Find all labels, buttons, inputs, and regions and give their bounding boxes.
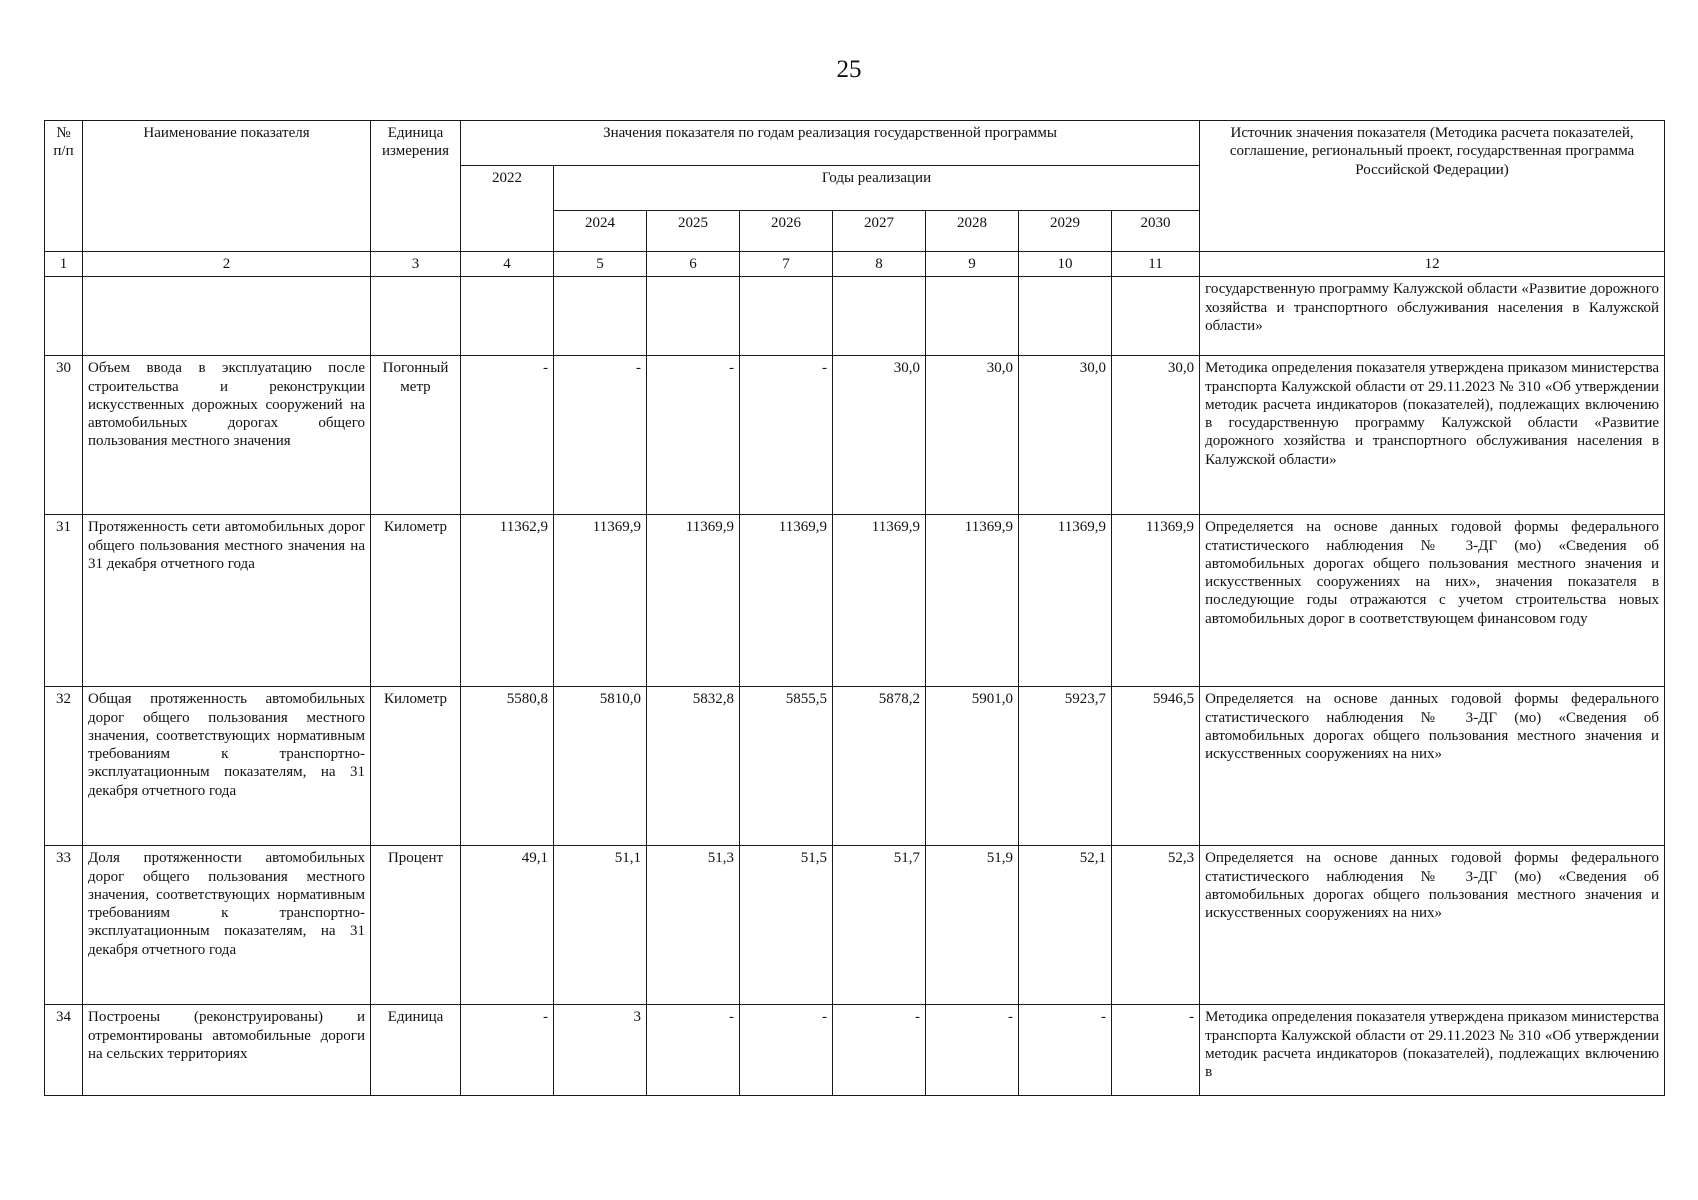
value-2025: -	[647, 1005, 740, 1096]
value-2025: 51,3	[647, 846, 740, 1005]
table-header	[45, 121, 1665, 252]
table-row	[45, 687, 1665, 846]
column-number: 7	[740, 252, 833, 277]
value-2022: -	[461, 356, 554, 515]
unit: Процент	[371, 846, 461, 1005]
value-2022: 11362,9	[461, 515, 554, 687]
value-2028: -	[926, 1005, 1019, 1096]
header-source: Источник значения показателя (Методика расчета показателей, соглашение, региональный проект, государственная программа Российской Федерации)	[1200, 121, 1665, 252]
indicator-name: Построены (реконструированы) и отремонтированы автомобильные дороги на сельских территориях	[83, 1005, 371, 1096]
value-2029: 52,1	[1019, 846, 1112, 1005]
unit: Единица	[371, 1005, 461, 1096]
column-number: 4	[461, 252, 554, 277]
indicator-source: Определяется на основе данных годовой формы федерального статистического наблюдения № 3-ДГ (мо) «Сведения об автомобильных дорогах общего пользования местного значения и искусственных сооружениях на них»	[1200, 846, 1665, 1005]
header-year-2025: 2025	[647, 211, 740, 252]
column-number: 9	[926, 252, 1019, 277]
unit: Километр	[371, 515, 461, 687]
value-2022: -	[461, 1005, 554, 1096]
column-number-row	[45, 252, 1665, 277]
header-year-2026: 2026	[740, 211, 833, 252]
empty-cell	[1019, 277, 1112, 356]
indicator-name: Протяженность сети автомобильных дорог общего пользования местного значения на 31 декабря отчетного года	[83, 515, 371, 687]
empty-cell	[833, 277, 926, 356]
value-2024: 11369,9	[554, 515, 647, 687]
column-number: 2	[83, 252, 371, 277]
value-2029: 30,0	[1019, 356, 1112, 515]
value-2025: -	[647, 356, 740, 515]
value-2024: 51,1	[554, 846, 647, 1005]
empty-cell	[554, 277, 647, 356]
value-2028: 5901,0	[926, 687, 1019, 846]
header-values-group: Значения показателя по годам реализация государственной программы	[461, 121, 1200, 166]
page-number: 25	[836, 56, 862, 83]
value-2029: 5923,7	[1019, 687, 1112, 846]
table-row	[45, 846, 1665, 1005]
value-2025: 11369,9	[647, 515, 740, 687]
value-2026: -	[740, 356, 833, 515]
value-2022: 5580,8	[461, 687, 554, 846]
indicator-source: Методика определения показателя утверждена приказом министерства транспорта Калужской области от 29.11.2023 № 310 «Об утверждении методик расчета индикаторов (показателей), подлежащих включению в	[1200, 1005, 1665, 1096]
column-number: 8	[833, 252, 926, 277]
value-2030: 5946,5	[1112, 687, 1200, 846]
value-2024: -	[554, 356, 647, 515]
value-2030: 30,0	[1112, 356, 1200, 515]
value-2026: 51,5	[740, 846, 833, 1005]
column-number: 11	[1112, 252, 1200, 277]
row-number: 30	[45, 356, 83, 515]
header-year-2027: 2027	[833, 211, 926, 252]
value-2025: 5832,8	[647, 687, 740, 846]
header-name: Наименование показателя	[83, 121, 371, 252]
indicator-source: Методика определения показателя утверждена приказом министерства транспорта Калужской области от 29.11.2023 № 310 «Об утверждении методик расчета индикаторов (показателей), подлежащих включению в государственную программу Калужской области «Развитие дорожного хозяйства и транспортного обслуживания населения в Калужской области»	[1200, 356, 1665, 515]
column-number: 6	[647, 252, 740, 277]
value-2028: 30,0	[926, 356, 1019, 515]
empty-cell	[371, 277, 461, 356]
value-2030: 11369,9	[1112, 515, 1200, 687]
header-num: № п/п	[45, 121, 83, 252]
row-number: 33	[45, 846, 83, 1005]
unit: Погонный метр	[371, 356, 461, 515]
value-2027: -	[833, 1005, 926, 1096]
value-2026: 5855,5	[740, 687, 833, 846]
value-2029: 11369,9	[1019, 515, 1112, 687]
table-row	[45, 515, 1665, 687]
value-2024: 5810,0	[554, 687, 647, 846]
unit: Километр	[371, 687, 461, 846]
value-2022: 49,1	[461, 846, 554, 1005]
value-2024: 3	[554, 1005, 647, 1096]
table-row	[45, 356, 1665, 515]
column-number: 3	[371, 252, 461, 277]
empty-cell	[461, 277, 554, 356]
value-2027: 51,7	[833, 846, 926, 1005]
column-number: 1	[45, 252, 83, 277]
empty-cell	[45, 277, 83, 356]
value-2029: -	[1019, 1005, 1112, 1096]
column-number: 12	[1200, 252, 1665, 277]
row-number: 32	[45, 687, 83, 846]
value-2028: 11369,9	[926, 515, 1019, 687]
value-2027: 11369,9	[833, 515, 926, 687]
indicator-name: Общая протяженность автомобильных дорог общего пользования местного значения, соответствующих нормативным требованиям к транспортно-эксплуатационным показателям, на 31 декабря отчетного года	[83, 687, 371, 846]
column-number: 5	[554, 252, 647, 277]
indicator-name: Доля протяженности автомобильных дорог общего пользования местного значения, соответствующих нормативным требованиям к транспортно-эксплуатационным показателям, на 31 декабря отчетного года	[83, 846, 371, 1005]
header-year-2030: 2030	[1112, 211, 1200, 252]
empty-cell	[647, 277, 740, 356]
empty-cell	[926, 277, 1019, 356]
table-body	[45, 252, 1665, 1096]
value-2026: 11369,9	[740, 515, 833, 687]
value-2027: 5878,2	[833, 687, 926, 846]
value-2026: -	[740, 1005, 833, 1096]
empty-cell	[1112, 277, 1200, 356]
row-number: 31	[45, 515, 83, 687]
header-years-group: Годы реализации	[554, 166, 1200, 211]
indicator-name: Объем ввода в эксплуатацию после строительства и реконструкции искусственных дорожных сооружений на автомобильных дорогах общего пользования местного значения	[83, 356, 371, 515]
value-2030: 52,3	[1112, 846, 1200, 1005]
indicator-source: Определяется на основе данных годовой формы федерального статистического наблюдения № 3-ДГ (мо) «Сведения об автомобильных дорогах общего пользования местного значения и искусственных сооружениях на них», значения показателя в последующие годы отражаются с учетом строительства новых автомобильных дорог в соответствующем финансовом году	[1200, 515, 1665, 687]
header-unit: Единица измерения	[371, 121, 461, 252]
header-year-2024: 2024	[554, 211, 647, 252]
value-2030: -	[1112, 1005, 1200, 1096]
continuation-source: государственную программу Калужской области «Развитие дорожного хозяйства и транспортного обслуживания населения в Калужской области»	[1200, 277, 1665, 356]
header-year-2028: 2028	[926, 211, 1019, 252]
row-number: 34	[45, 1005, 83, 1096]
value-2028: 51,9	[926, 846, 1019, 1005]
header-year-2022: 2022	[461, 166, 554, 252]
value-2027: 30,0	[833, 356, 926, 515]
empty-cell	[83, 277, 371, 356]
indicators-table	[44, 120, 1665, 1096]
column-number: 10	[1019, 252, 1112, 277]
indicator-source: Определяется на основе данных годовой формы федерального статистического наблюдения № 3-ДГ (мо) «Сведения об автомобильных дорогах общего пользования местного значения и искусственных сооружениях на них»	[1200, 687, 1665, 846]
continuation-row	[45, 277, 1665, 356]
table-row	[45, 1005, 1665, 1096]
empty-cell	[740, 277, 833, 356]
header-year-2029: 2029	[1019, 211, 1112, 252]
